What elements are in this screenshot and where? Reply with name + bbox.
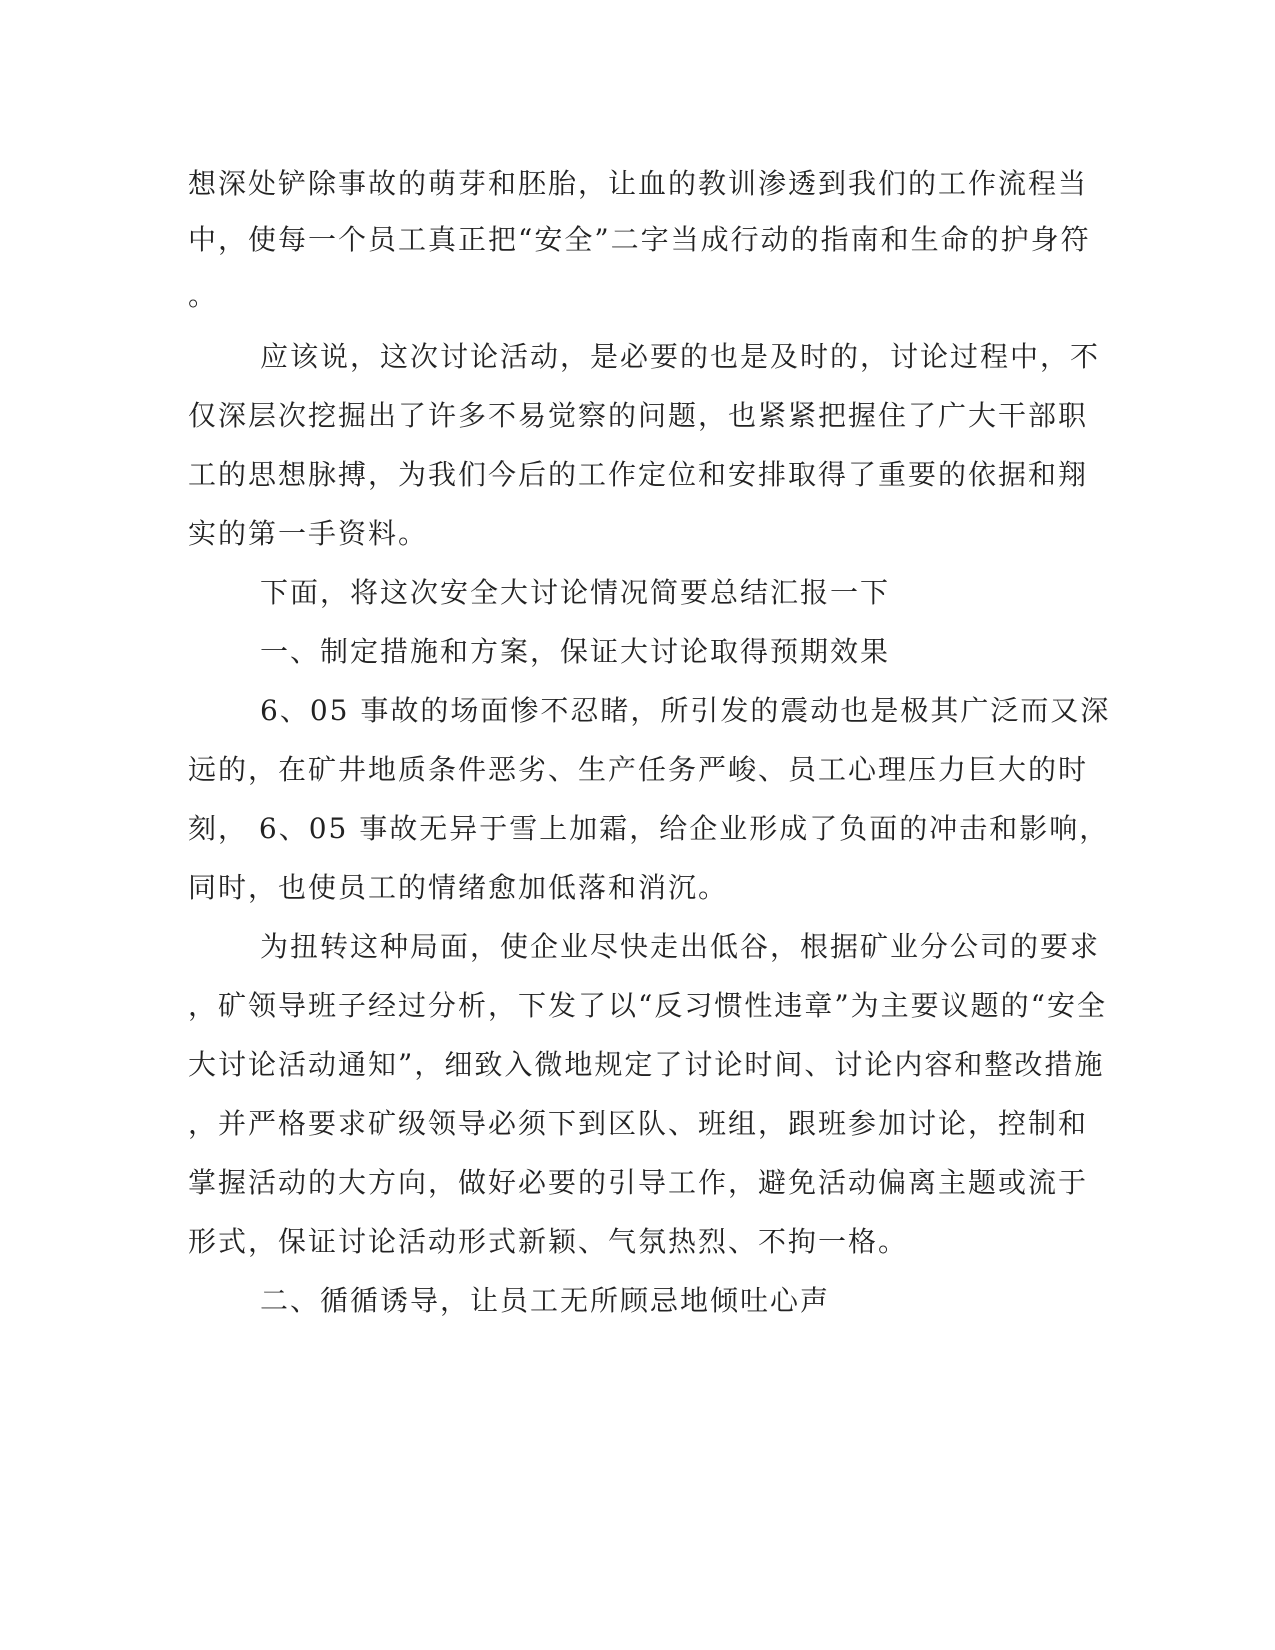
paragraph-start: 为扭转这种局面，使企业尽快走出低谷，根据矿业分公司的要求 xyxy=(260,930,1101,963)
text-line: 仅深层次挖掘出了许多不易觉察的问题，也紧紧把握住了广大干部职 xyxy=(188,399,1089,432)
text-line: 中，使每一个员工真正把“安全”二字当成行动的指南和生命的护身符 xyxy=(188,223,1091,256)
text-line: 刻， 6、05 事故无异于雪上加霜，给企业形成了负面的冲击和影响， xyxy=(188,812,1110,845)
text-line: ，矿领导班子经过分析，下发了以“反习惯性违章”为主要议题的“安全 xyxy=(188,989,1107,1022)
paragraph-start: 应该说，这次讨论活动，是必要的也是及时的，讨论过程中，不 xyxy=(260,340,1101,373)
text-line: 。 xyxy=(188,279,219,312)
text-line: 同时，也使员工的情绪愈加低落和消沉。 xyxy=(188,871,729,904)
text-line: 大讨论活动通知”，细致入微地规定了讨论时间、讨论内容和整改措施 xyxy=(188,1048,1105,1081)
text-line: 实的第一手资料。 xyxy=(188,517,429,550)
text-line: ，并严格要求矿级领导必须下到区队、班组，跟班参加讨论，控制和 xyxy=(188,1107,1089,1140)
text-line: 形式，保证讨论活动形式新颖、气氛热烈、不拘一格。 xyxy=(188,1225,909,1258)
text-line: 远的，在矿井地质条件恶劣、生产任务严峻、员工心理压力巨大的时 xyxy=(188,753,1089,786)
paragraph-start: 6、05 事故的场面惨不忍睹，所引发的震动也是极其广泛而又深 xyxy=(260,694,1111,727)
paragraph-start: 下面，将这次安全大讨论情况简要总结汇报一下 xyxy=(260,576,891,609)
text-line: 想深处铲除事故的萌芽和胚胎，让血的教训渗透到我们的工作流程当 xyxy=(188,167,1089,200)
section-heading: 一、制定措施和方案，保证大讨论取得预期效果 xyxy=(260,635,891,668)
section-heading: 二、循循诱导，让员工无所顾忌地倾吐心声 xyxy=(260,1284,831,1317)
text-line: 工的思想脉搏，为我们今后的工作定位和安排取得了重要的依据和翔 xyxy=(188,458,1089,491)
text-line: 掌握活动的大方向，做好必要的引导工作，避免活动偏离主题或流于 xyxy=(188,1166,1089,1199)
